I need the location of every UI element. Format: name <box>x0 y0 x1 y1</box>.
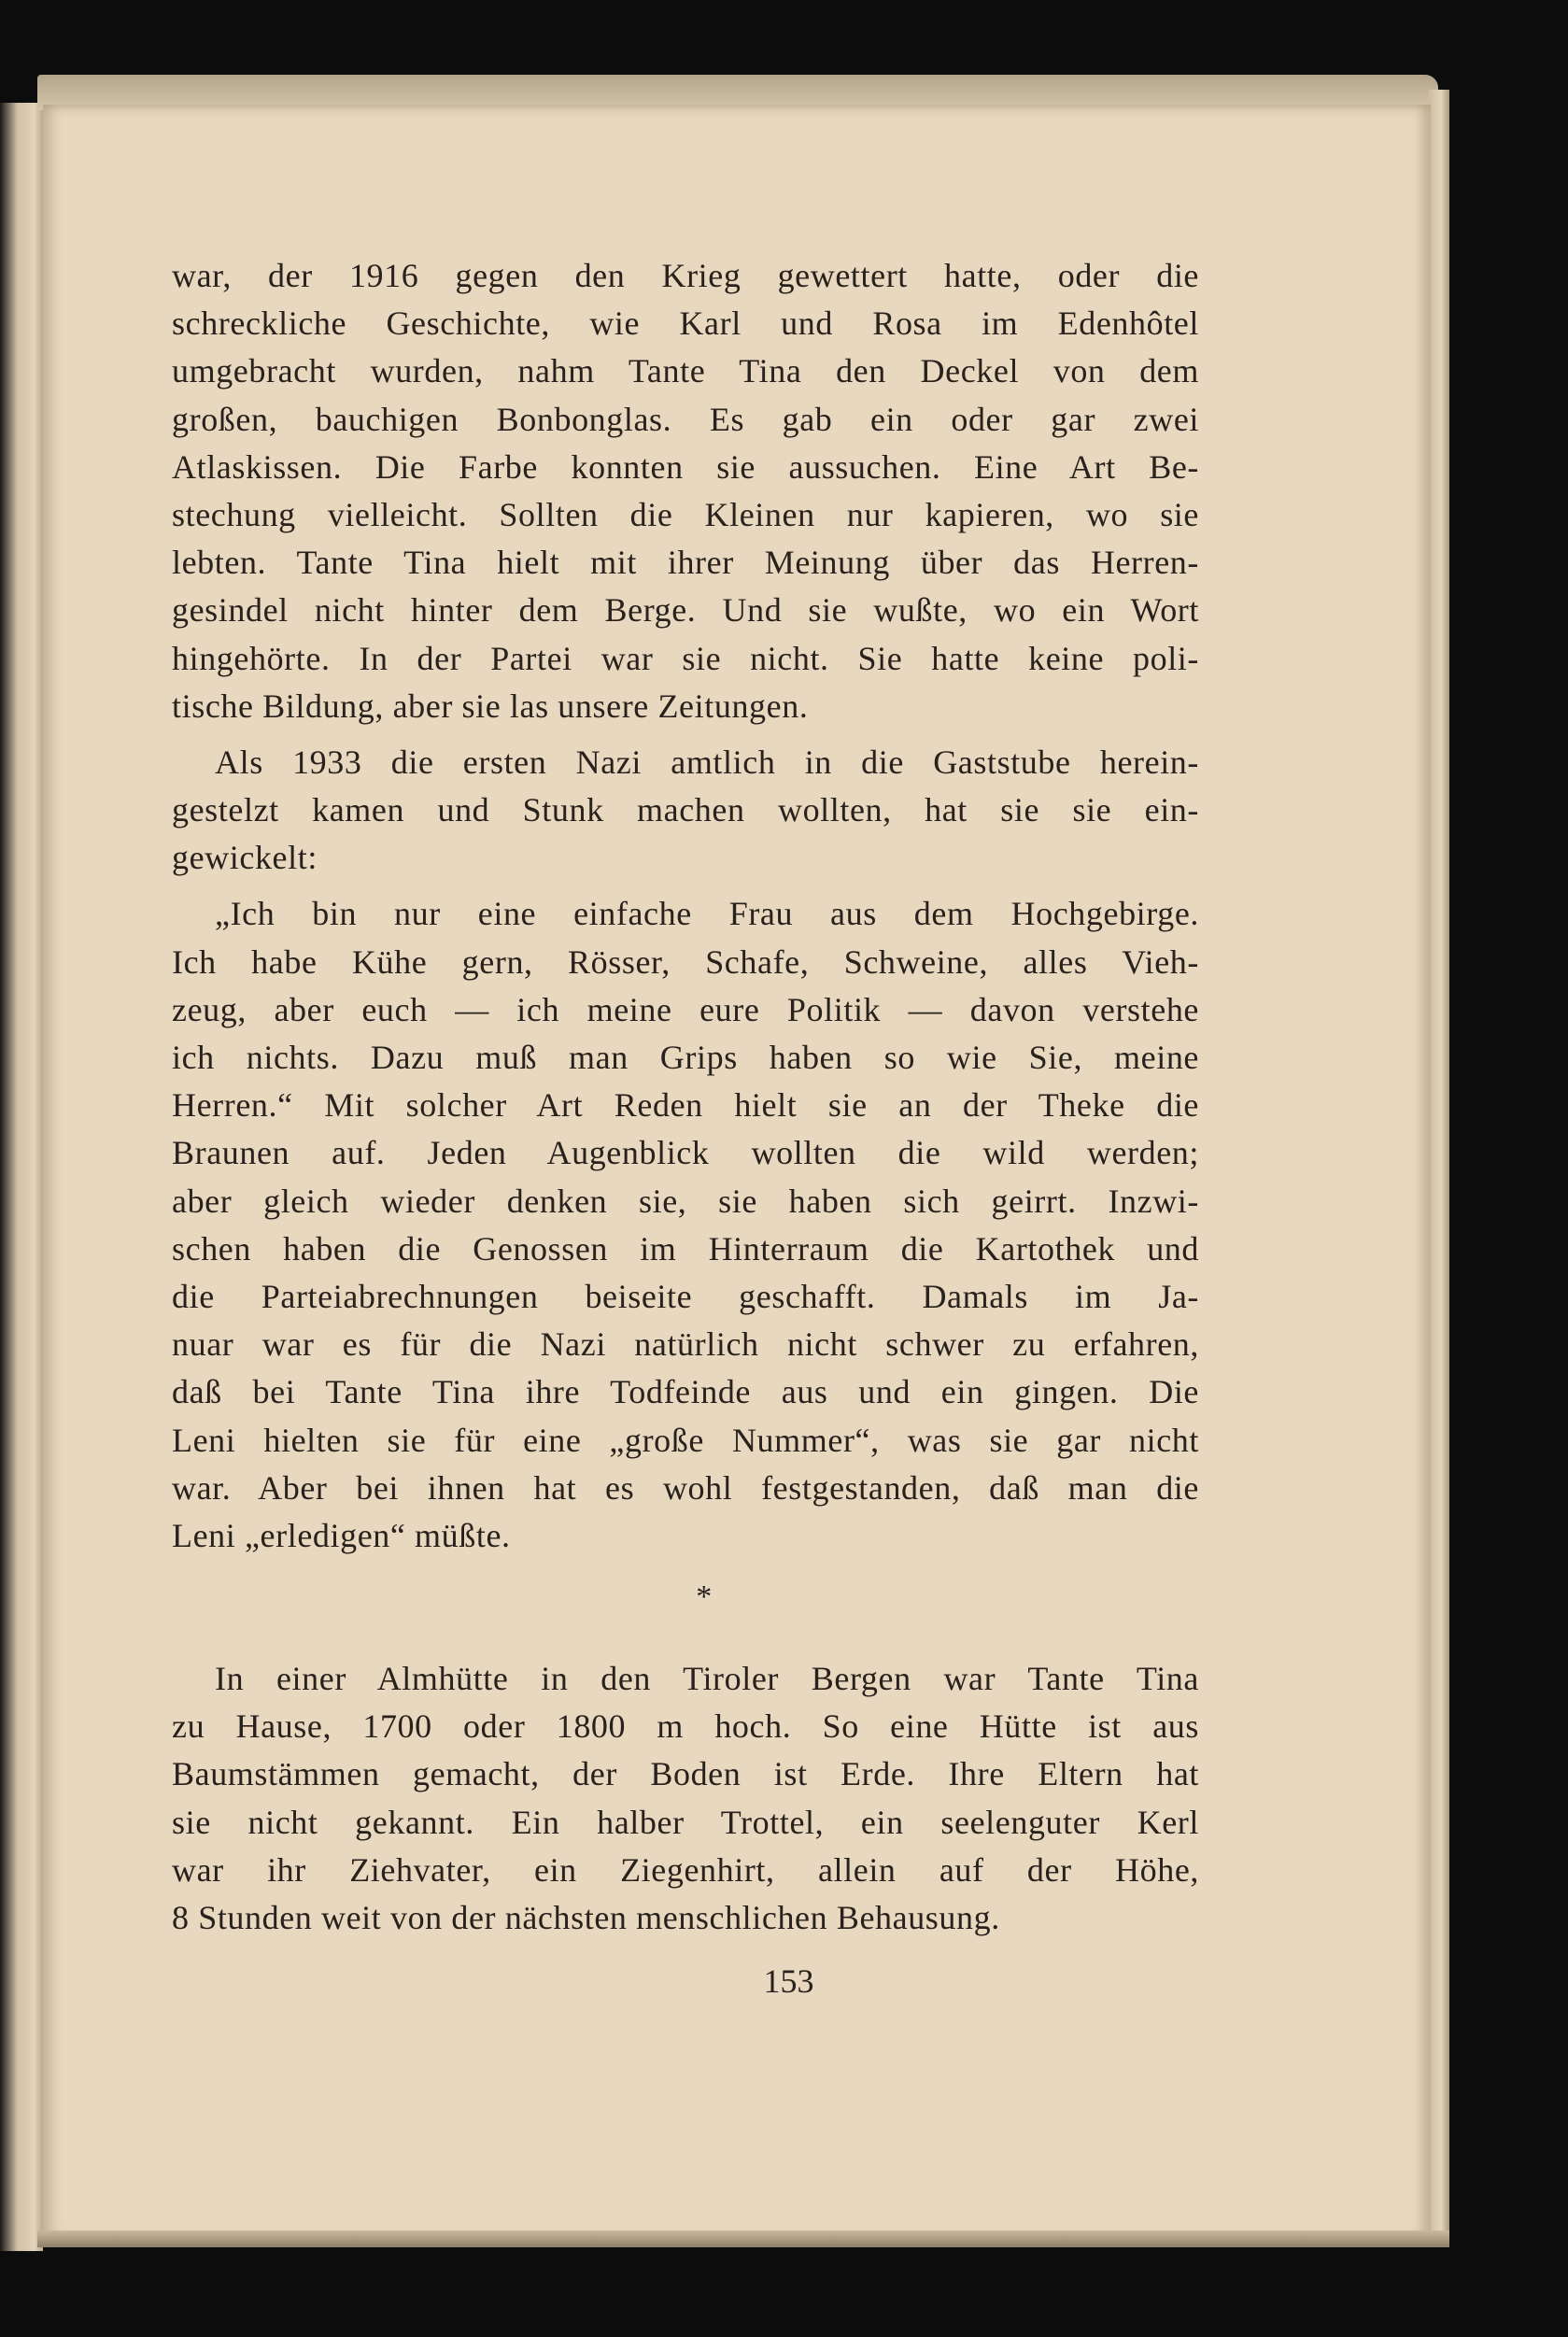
text-line: aber gleich wieder denken sie, sie haben sich geirrt. Inzwi- <box>172 1182 1199 1220</box>
text-line: schreckliche Geschichte, wie Karl und Rosa im Edenhôtel <box>172 305 1199 343</box>
text-line: war. Aber bei ihnen hat es wohl festgestanden, daß man die <box>172 1468 1199 1507</box>
text-line: gestelzt kamen und Stunk machen wollten, hat sie sie ein- <box>172 791 1199 829</box>
page-body-text <box>172 252 1199 1942</box>
paragraph <box>172 1655 1199 1942</box>
text-line: 8 Stunden weit von der nächsten menschlichen Behausung. <box>172 1899 1000 1936</box>
text-line: zu Hause, 1700 oder 1800 m hoch. So eine Hütte ist aus <box>172 1707 1199 1746</box>
text-line: stechung vielleicht. Sollten die Kleinen nur kapieren, wo sie <box>172 495 1199 533</box>
text-line: Als 1933 die ersten Nazi amtlich in die Gaststube herein- <box>215 743 1199 781</box>
page-number: 153 <box>763 1962 814 2000</box>
text-line: Leni „erledigen“ müßte. <box>172 1516 511 1554</box>
text-line: tische Bildung, aber sie las unsere Zeitungen. <box>172 687 809 725</box>
text-line: war, der 1916 gegen den Krieg gewettert hatte, oder die <box>172 257 1199 294</box>
paragraph <box>172 739 1199 883</box>
text-line: sie nicht gekannt. Ein halber Trottel, ein seelenguter Kerl <box>172 1803 1199 1841</box>
page-right-edge <box>1429 90 1449 2238</box>
text-line: ich nichts. Dazu muß man Grips haben so wie Sie, meine <box>172 1039 1199 1076</box>
text-line: schen haben die Genossen im Hinterraum die Kartothek und <box>172 1229 1199 1268</box>
text-line: nuar war es für die Nazi natürlich nicht schwer zu erfahren, <box>172 1325 1199 1364</box>
text-line: die Parteiabrechnungen beiseite geschafft. Damals im Ja- <box>172 1277 1199 1315</box>
text-line: „Ich bin nur eine einfache Frau aus dem Hochgebirge. <box>215 895 1199 933</box>
paragraph <box>172 890 1199 1560</box>
text-line: daß bei Tante Tina ihre Todfeinde aus und ein gingen. Die <box>172 1373 1199 1411</box>
text-line: hingehörte. In der Partei war sie nicht. Sie hatte keine poli- <box>172 639 1199 677</box>
text-line: großen, bauchigen Bonbonglas. Es gab ein oder gar zwei <box>172 400 1199 438</box>
text-line: lebten. Tante Tina hielt mit ihrer Meinung über das Herren- <box>172 544 1199 582</box>
text-line: war ihr Ziehvater, ein Ziegenhirt, allein auf der Höhe, <box>172 1850 1199 1889</box>
text-line: gewickelt: <box>172 839 318 877</box>
text-line: gesindel nicht hinter dem Berge. Und sie wußte, wo ein Wort <box>172 591 1199 630</box>
text-line: Herren.“ Mit solcher Art Reden hielt sie an der Theke die <box>172 1086 1199 1125</box>
text-line: Ich habe Kühe gern, Rösser, Schafe, Schweine, alles Vieh- <box>172 942 1199 981</box>
paragraph <box>172 252 1199 730</box>
page-bottom-edge <box>37 2231 1449 2247</box>
text-line: Atlaskissen. Die Farbe konnten sie aussuchen. Eine Art Be- <box>172 447 1199 486</box>
text-line: Braunen auf. Jeden Augenblick wollten die wild werden; <box>172 1134 1199 1172</box>
text-line: Baumstämmen gemacht, der Boden ist Erde. Ihre Eltern hat <box>172 1755 1199 1793</box>
text-line: In einer Almhütte in den Tiroler Bergen war Tante Tina <box>215 1660 1199 1698</box>
book-spine-edge <box>0 103 43 2251</box>
text-line: zeug, aber euch — ich meine eure Politik — davon verstehe <box>172 990 1199 1028</box>
text-line: umgebracht wurden, nahm Tante Tina den Deckel von dem <box>172 352 1199 390</box>
section-break: * <box>696 1579 713 1615</box>
text-line: Leni hielten sie für eine „große Nummer“, was sie gar nicht <box>172 1421 1199 1459</box>
